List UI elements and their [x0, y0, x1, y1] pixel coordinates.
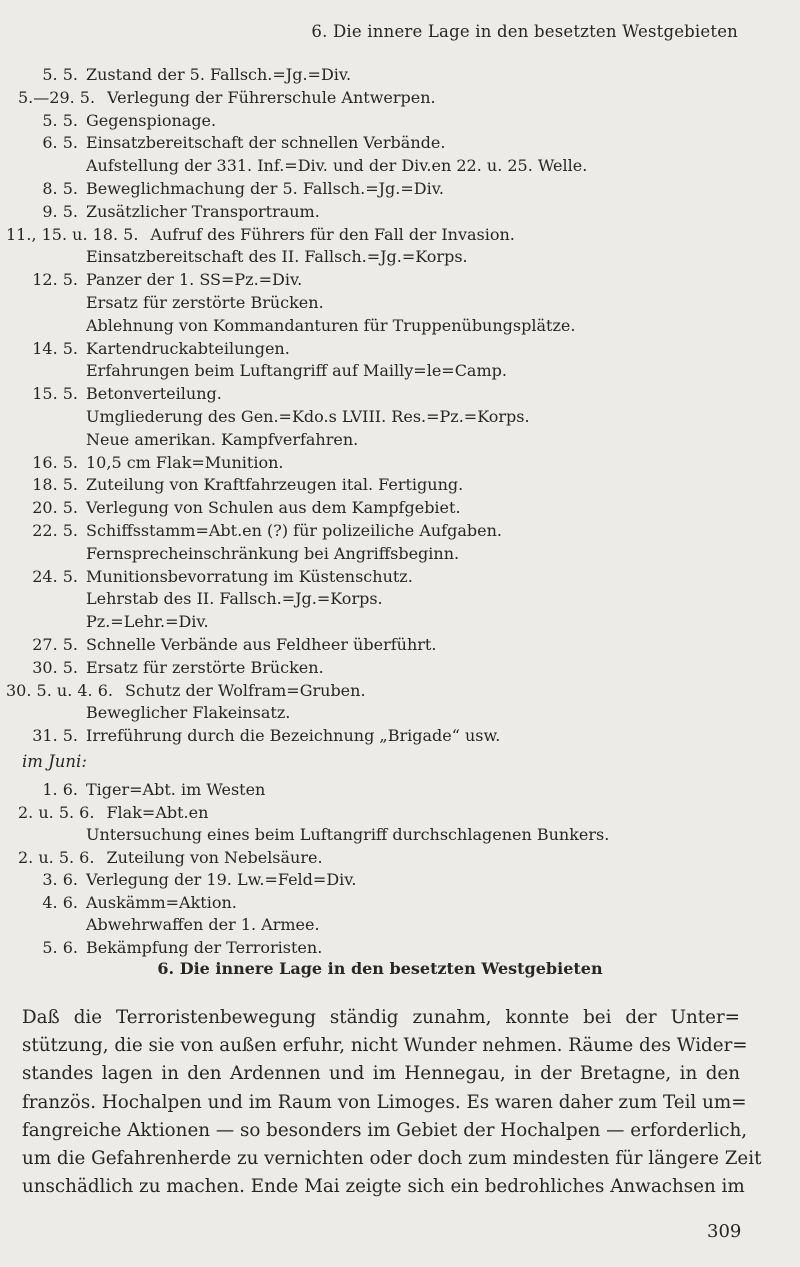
list-entry — [0, 178, 760, 201]
entry-date: 2. u. 5. 6. — [18, 802, 95, 822]
list-entry — [0, 869, 760, 892]
entry-text: Aufruf des Führers für den Fall der Invasion. — [150, 224, 515, 244]
entry-text: Schiffsstamm=Abt.en (?) für polizeiliche Aufgaben. — [86, 520, 502, 540]
list-entry — [0, 566, 760, 589]
entry-date: 11., 15. u. 18. 5. — [6, 224, 139, 244]
entry-text: Schnelle Verbände aus Feldheer überführt. — [86, 634, 437, 654]
list-entry — [0, 937, 760, 960]
entry-text: Zuteilung von Kraftfahrzeugen ital. Fertigung. — [86, 475, 464, 495]
june-label: im Juni: — [22, 752, 87, 771]
entry-continuation: Umgliederung des Gen.=Kdo.s LVIII. Res.=Pz.=Korps. — [86, 406, 530, 426]
entry-continuation: Abwehrwaffen der 1. Armee. — [86, 915, 320, 934]
entry-date: 5. 5. — [42, 65, 78, 84]
paragraph-line: um die Gefahrenherde zu vernichten oder doch zum mindesten für längere Zeit — [22, 1148, 762, 1170]
entry-text: Munitionsbevorratung im Küstenschutz. — [86, 566, 413, 586]
entry-continuation: Pz.=Lehr.=Div. — [86, 612, 209, 632]
entry-text: Auskämm=Aktion. — [86, 892, 237, 912]
list-entry — [0, 383, 760, 406]
list-entry — [0, 132, 760, 155]
list-entry — [0, 634, 760, 657]
entry-text: Ersatz für zerstörte Brücken. — [86, 657, 324, 677]
entry-text: Verlegung der Führerschule Antwerpen. — [107, 87, 436, 107]
entry-text: Irreführung durch die Bezeichnung „Brigade“ usw. — [86, 726, 501, 746]
list-entry — [0, 779, 760, 802]
list-entry — [0, 520, 760, 543]
paragraph-line: stützung, die sie von außen erfuhr, nicht Wunder nehmen. Räume des Wider= — [22, 1035, 748, 1057]
entry-date: 8. 5. — [42, 178, 78, 198]
entry-date: 9. 5. — [42, 201, 78, 221]
page-number: 309 — [707, 1221, 742, 1242]
entry-date: 16. 5. — [32, 452, 78, 472]
entry-date: 15. 5. — [32, 384, 78, 404]
entry-date: 1. 6. — [42, 780, 78, 799]
entry-date: 30. 5. u. 4. 6. — [6, 680, 113, 700]
entry-text: Zusätzlicher Transportraum. — [86, 201, 320, 221]
entry-date: 20. 5. — [32, 498, 78, 518]
list-entry — [0, 201, 760, 224]
entry-continuation: Ersatz für zerstörte Brücken. — [86, 292, 324, 312]
list-entry — [0, 224, 760, 247]
entry-text: Verlegung von Schulen aus dem Kampfgebiet. — [86, 498, 461, 518]
paragraph-line: standes lagen in den Ardennen und im Hennegau, in der Bretagne, in den — [22, 1063, 740, 1085]
entry-continuation: Ablehnung von Kommandanturen für Truppenübungsplätze. — [86, 315, 576, 335]
list-entry — [0, 338, 760, 361]
list-entry — [0, 725, 760, 748]
list-entry — [0, 269, 760, 292]
entry-continuation: Beweglicher Flakeinsatz. — [86, 703, 291, 723]
entry-date: 4. 6. — [42, 892, 78, 912]
entry-text: Flak=Abt.en — [106, 802, 209, 822]
paragraph-line: fangreiche Aktionen — so besonders im Gebiet der Hochalpen — erforderlich, — [22, 1119, 748, 1141]
entry-text: Panzer der 1. SS=Pz.=Div. — [86, 270, 303, 290]
entry-date: 14. 5. — [32, 338, 78, 358]
entry-text: Betonverteilung. — [86, 384, 222, 404]
list-entry — [0, 110, 760, 133]
entry-text: Zustand der 5. Fallsch.=Jg.=Div. — [86, 65, 352, 84]
list-entry — [0, 892, 760, 915]
entry-date: 2. u. 5. 6. — [18, 847, 95, 867]
entry-date: 5. 6. — [42, 937, 78, 957]
entry-date: 27. 5. — [32, 634, 78, 654]
entry-continuation: Einsatzbereitschaft des II. Fallsch.=Jg.=Korps. — [86, 247, 468, 267]
entry-text: Gegenspionage. — [86, 110, 217, 130]
entry-date: 31. 5. — [32, 726, 78, 746]
entry-date: 3. 6. — [42, 870, 78, 889]
entry-continuation: Lehrstab des II. Fallsch.=Jg.=Korps. — [86, 589, 383, 609]
entry-date: 18. 5. — [32, 475, 78, 495]
paragraph-line: unschädlich zu machen. Ende Mai zeigte sich ein bedrohliches Anwachsen im — [22, 1176, 745, 1198]
entry-date: 30. 5. — [32, 657, 78, 677]
running-header: 6. Die innere Lage in den besetzten Westgebieten — [311, 22, 738, 41]
entry-date: 24. 5. — [32, 566, 78, 586]
list-entry — [0, 497, 760, 520]
paragraph-line: Daß die Terroristenbewegung ständig zunahm, konnte bei der Unter= — [22, 1007, 740, 1028]
entry-date: 22. 5. — [32, 520, 78, 540]
list-entry — [0, 64, 760, 87]
may-entries-list — [0, 64, 760, 748]
entry-text: Kartendruckabteilungen. — [86, 338, 290, 358]
list-entry — [0, 452, 760, 475]
body-paragraph — [22, 1004, 762, 1201]
list-entry — [0, 802, 760, 825]
entry-text: Bekämpfung der Terroristen. — [86, 937, 323, 957]
entry-continuation: Fernsprecheinschränkung bei Angriffsbeginn. — [86, 543, 460, 563]
entry-continuation: Aufstellung der 331. Inf.=Div. und der Div.en 22. u. 25. Welle. — [86, 156, 588, 176]
entry-text: Einsatzbereitschaft der schnellen Verbände. — [86, 133, 446, 153]
entry-continuation: Untersuchung eines beim Luftangriff durchschlagenen Bunkers. — [86, 825, 610, 844]
entry-text: Verlegung der 19. Lw.=Feld=Div. — [86, 870, 357, 889]
entry-continuation: Erfahrungen beim Luftangriff auf Mailly=le=Camp. — [86, 361, 507, 381]
entry-date: 5.—29. 5. — [18, 87, 96, 107]
list-entry — [0, 474, 760, 497]
entry-date: 12. 5. — [32, 270, 78, 290]
entry-text: Beweglichmachung der 5. Fallsch.=Jg.=Div. — [86, 178, 444, 198]
june-entries-list — [0, 779, 760, 959]
entry-date: 5. 5. — [42, 110, 78, 130]
list-entry — [0, 680, 760, 703]
entry-text: Zuteilung von Nebelsäure. — [106, 847, 323, 867]
entry-date: 6. 5. — [42, 133, 78, 153]
section-heading: 6. Die innere Lage in den besetzten Westgebieten — [157, 959, 603, 978]
paragraph-line: französ. Hochalpen und im Raum von Limoges. Es waren daher zum Teil um= — [22, 1091, 747, 1113]
entry-text: Schutz der Wolfram=Gruben. — [124, 680, 366, 700]
list-entry — [0, 657, 760, 680]
entry-text: 10,5 cm Flak=Munition. — [86, 452, 284, 472]
entry-text: Tiger=Abt. im Westen — [86, 780, 266, 799]
list-entry — [0, 847, 760, 870]
list-entry — [0, 87, 760, 110]
entry-continuation: Neue amerikan. Kampfverfahren. — [86, 429, 359, 449]
